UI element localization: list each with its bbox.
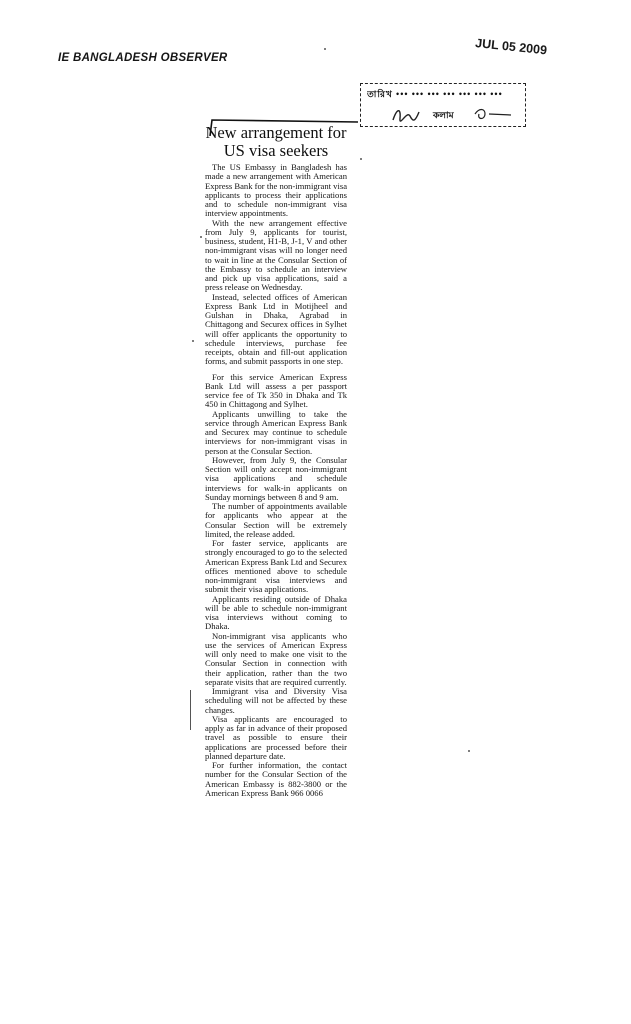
scan-speck — [324, 48, 326, 50]
scan-speck — [468, 750, 470, 752]
filing-stamp-column-row — [367, 106, 521, 124]
article-paragraph: Applicants residing outside of Dhaka will be able to schedule non-immigrant visa interviews without coming to Dhaka. — [205, 593, 347, 632]
article-paragraph: With the new arrangement effective from July 9, applicants for tourist, business, student, H1-B, J-1, V and other non-immigrant visas will no longer need to wait in line at the Consular Section of the Embassy to schedule an interview and pick up visa applications, said a press release on Wednesday. — [205, 217, 347, 293]
newspaper-masthead: IE BANGLADESH OBSERVER — [58, 52, 228, 64]
scan-speck — [200, 236, 202, 238]
article-paragraph: Visa applicants are encouraged to apply as far in advance of their proposed travel as possible to ensure their applications are processed before their planned departure date. — [205, 713, 347, 761]
article-paragraph: The number of appointments available for applicants who appear at the Consular Section will be extremely limited, the release added. — [205, 501, 347, 539]
article-paragraph: For this service American Express Bank Ltd will assess a per passport service fee of Tk 350 in Dhaka and Tk 450 in Chittagong and Sylhet. — [205, 371, 347, 410]
filing-stamp-box — [360, 83, 526, 127]
article-paragraph: For further information, the contact number for the Consular Section of the American Embassy is 882-3800 or the American Express Bank 966 0066 — [205, 760, 347, 798]
article-headline: New arrangement for US visa seekers — [205, 123, 347, 160]
filing-stamp-date-row: তারিখ ••• ••• ••• ••• ••• ••• ••• — [367, 89, 503, 99]
article-paragraph: Non-immigrant visa applicants who use the services of American Express will only need to make one visit to the Consular Section in connection with their application, rather than the two separate visits that are required currently. — [205, 630, 347, 687]
date-stamp: JUL 05 2009 — [474, 36, 548, 58]
article-paragraph: For faster service, applicants are strongly encouraged to go to the selected American Express Bank Ltd and Securex offices mentioned above to schedule non-immigrant visa interviews and submit their visa applications. — [205, 538, 347, 595]
article-paragraph: Immigrant visa and Diversity Visa scheduling will not be affected by these changes. — [205, 686, 347, 715]
article-paragraph: Applicants unwilling to take the service through American Express Bank and Securex may continue to schedule interviews for non-immigrant visas in person at the Consular Section. — [205, 408, 347, 456]
scan-speck — [192, 340, 194, 342]
article-paragraph: However, from July 9, the Consular Section will only accept non-immigrant visa applications and schedule interviews for walk-in applicants on Sunday mornings between 8 and 9 am. — [205, 454, 347, 502]
scan-speck — [360, 158, 362, 160]
article-paragraph: The US Embassy in Bangladesh has made a new arrangement with American Express Bank for the non-immigrant visa applicants to process their applications and to schedule non-immigrant visa interview appointments. — [205, 162, 348, 219]
handwritten-signature — [391, 106, 421, 124]
filing-stamp-column-label: কলাম — [433, 110, 454, 120]
news-article — [205, 124, 347, 798]
scan-speck — [190, 690, 191, 730]
article-body — [205, 163, 347, 798]
article-paragraph: Instead, selected offices of American Express Bank Ltd in Motijheel and Gulshan in Dhaka, Agrabad in Chittagong and Securex offices in Sylhet will offer applicants the opportunity to schedule interviews, purchase fee receipts, obtain and fill-out application forms, and submit passports in one step. — [205, 291, 347, 367]
handwritten-initial — [471, 106, 515, 122]
